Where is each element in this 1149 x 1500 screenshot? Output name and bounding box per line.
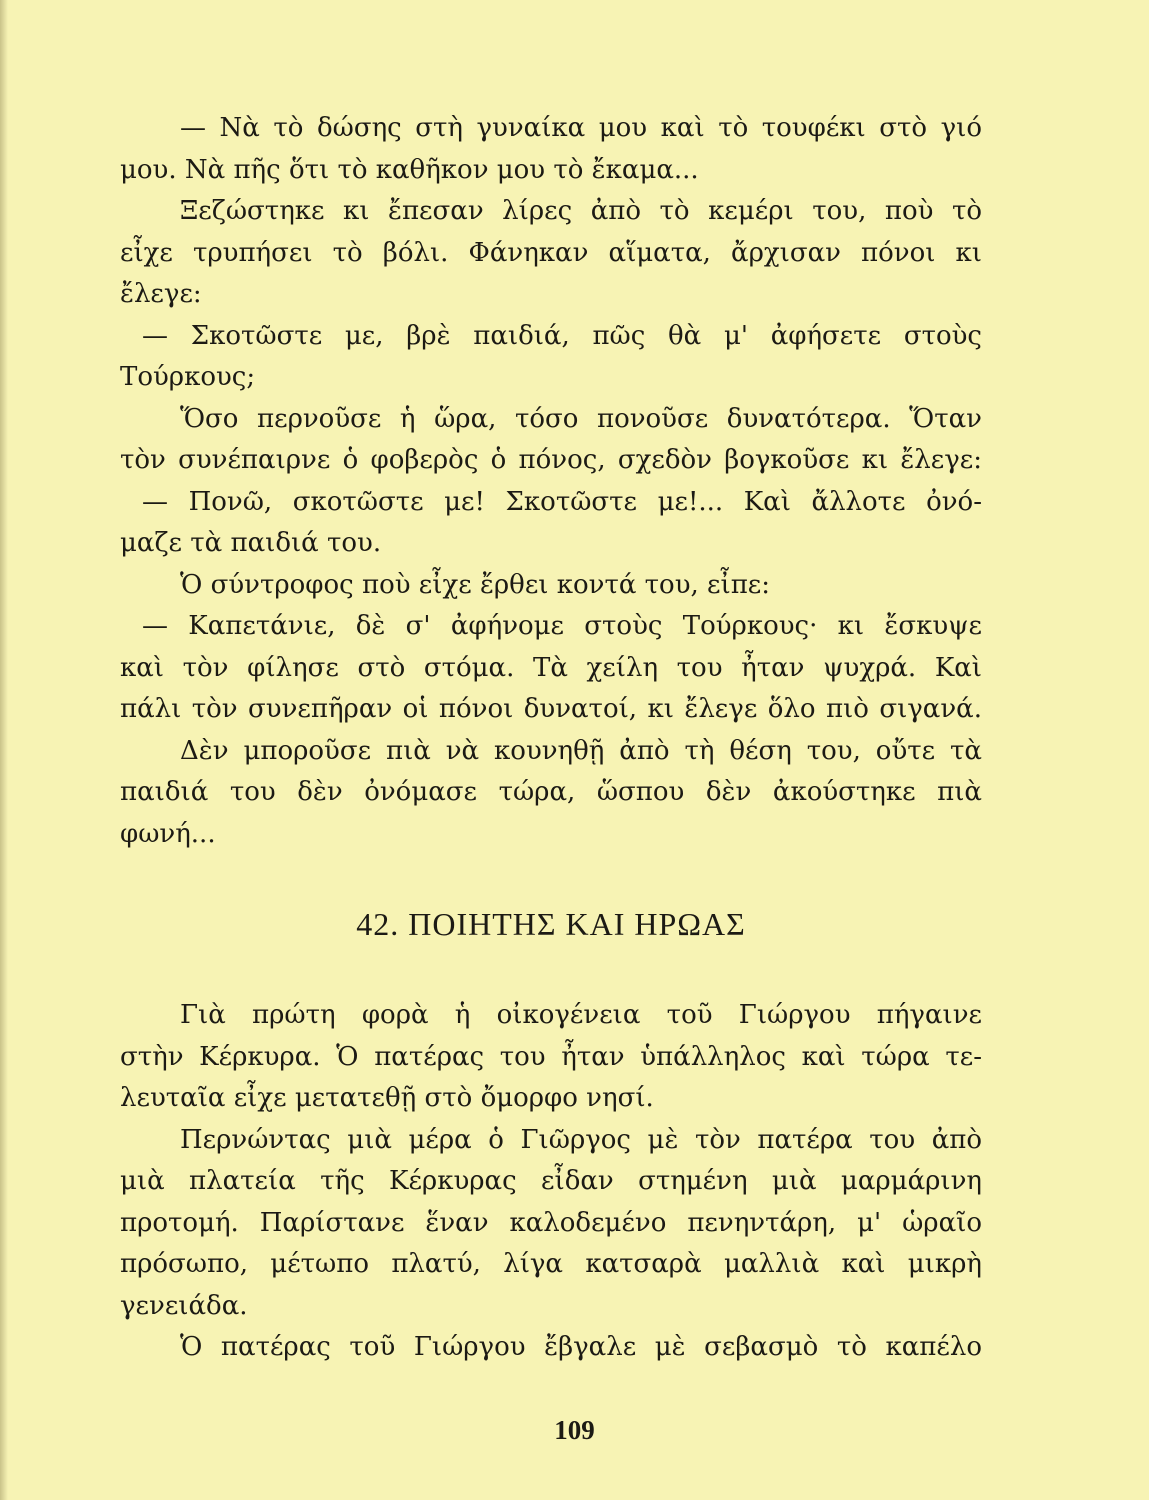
text-line: εἶχε τρυπήσει τὸ βόλι. Φάνηκαν αἵματα, ἄρχισαν πόνοι κι — [120, 237, 982, 268]
text-line: Γιὰ πρώτη φορὰ ἡ οἰκογένεια τοῦ Γιώργου πήγαινε — [180, 1000, 982, 1030]
text-line: φωνή... — [120, 818, 216, 849]
text-line: λευταῖα εἶχε μετατεθῇ στὸ ὄμορφο νησί. — [120, 1083, 654, 1113]
text-line: Ὁ σύντροφος ποὺ εἶχε ἔρθει κοντά του, εἶπε: — [180, 569, 771, 600]
text-line: — Σκοτῶστε με, βρὲ παιδιά, πῶς θὰ μ' ἀφήσετε στοὺς — [142, 320, 982, 351]
text-line: πάλι τὸν συνεπῆραν οἱ πόνοι δυνατοί, κι ἔλεγε ὅλο πιὸ σιγανά. — [120, 694, 982, 724]
text-line: πρόσωπο, μέτωπο πλατύ, λίγα κατσαρὰ μαλλιὰ καὶ μικρὴ — [120, 1249, 982, 1279]
text-line: — Καπετάνιε, δὲ σ' ἀφήνομε στοὺς Τούρκους· κι ἔσκυψε — [142, 611, 982, 641]
text-line: Τούρκους; — [120, 362, 256, 392]
text-line: στὴν Κέρκυρα. Ὁ πατέρας του ἦταν ὑπάλληλος καὶ τώρα τε- — [120, 1041, 982, 1072]
text-line: μου. Νὰ πῆς ὅτι τὸ καθῆκον μου τὸ ἔκαμα... — [120, 154, 699, 185]
text-line: Περνώντας μιὰ μέρα ὁ Γιῶργος μὲ τὸν πατέρα του ἀπὸ — [180, 1124, 982, 1155]
page-edge-shadow — [0, 0, 8, 1500]
text-line: μαζε τὰ παιδιά του. — [120, 528, 382, 558]
text-line: παιδιά του δὲν ὀνόμασε τώρα, ὥσπου δὲν ἀκούστηκε πιὰ — [120, 777, 982, 807]
text-line: ἔλεγε: — [120, 279, 202, 309]
text-line: Ξεζώστηκε κι ἔπεσαν λίρες ἀπὸ τὸ κεμέρι του, ποὺ τὸ — [180, 196, 982, 226]
text-line: — Πονῶ, σκοτῶστε με! Σκοτῶστε με!... Καὶ ἄλλοτε ὀνό- — [142, 486, 982, 517]
text-line: — Νὰ τὸ δώσης στὴ γυναίκα μου καὶ τὸ τουφέκι στὸ γιό — [180, 113, 982, 143]
text-line: Ὅσο περνοῦσε ἡ ὥρα, τόσο πονοῦσε δυνατότερα. Ὅταν — [180, 403, 982, 434]
text-line: Δὲν μποροῦσε πιὰ νὰ κουνηθῇ ἀπὸ τὴ θέση του, οὔτε τὰ — [180, 735, 982, 766]
text-line: μιὰ πλατεία τῆς Κέρκυρας εἶδαν στημένη μιὰ μαρμάρινη — [120, 1166, 982, 1196]
page-text — [120, 108, 982, 1369]
text-line: καὶ τὸν φίλησε στὸ στόμα. Τὰ χείλη του ἦταν ψυχρά. Καὶ — [120, 652, 982, 683]
chapter-heading: 42. ΠΟΙΗΤΗΣ ΚΑΙ ΗΡΩΑΣ — [356, 906, 746, 943]
text-line: τὸν συνέπαιρνε ὁ φοβερὸς ὁ πόνος, σχεδὸν βογκοῦσε κι ἔλεγε: — [120, 445, 982, 475]
text-line: προτομή. Παρίστανε ἕναν καλοδεμένο πενηντάρη, μ' ὡραῖο — [120, 1207, 982, 1238]
page-number: 109 — [554, 1415, 595, 1445]
text-line: γενειάδα. — [120, 1290, 248, 1321]
text-line: Ὁ πατέρας τοῦ Γιώργου ἔβγαλε μὲ σεβασμὸ τὸ καπέλο — [180, 1332, 982, 1362]
